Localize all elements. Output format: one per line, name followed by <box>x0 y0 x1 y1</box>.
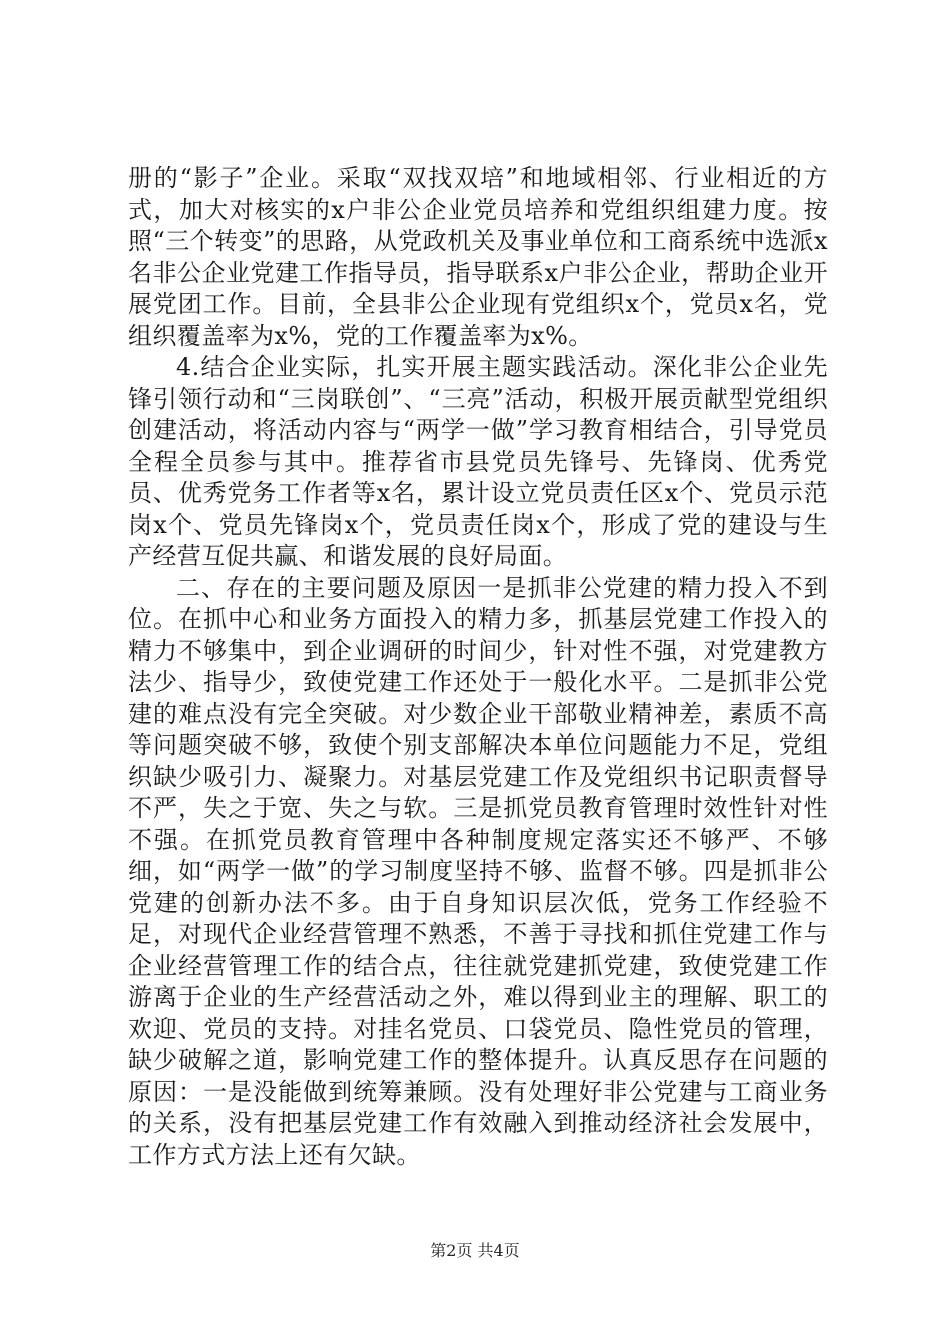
paragraph-item-4: 4.结合企业实际，扎实开展主题实践活动。深化非公企业先锋引领行动和“三岗联创”、“三亮”活动，积极开展贡献型党组织创建活动，将活动内容与“两学一做”学习教育相结合，引导党员全程全员参与其中。推荐省市县党员先锋号、先锋岗、优秀党员、优秀党务工作者等x名，累计设立党员责任区x个、党员示范岗x个、党员先锋岗x个，党员责任岗x个，形成了党的建设与生产经营互促共赢、和谐发展的良好局面。 <box>128 353 828 570</box>
page-number-label: 第2页 共4页 <box>430 1241 520 1260</box>
document-body <box>128 163 828 1171</box>
paragraph-section-2: 二、存在的主要问题及原因一是抓非公党建的精力投入不到位。在抓中心和业务方面投入的精力多，抓基层党建工作投入的精力不够集中，到企业调研的时间少，针对性不强，对党建教方法少、指导少，致使党建工作还处于一般化水平。二是抓非公党建的难点没有完全突破。对少数企业干部敬业精神差，素质不高等问题突破不够，致使个别支部解决本单位问题能力不足，党组织缺少吸引力、凝聚力。对基层党建工作及党组织书记职责督导不严，失之于宽、失之与软。三是抓党员教育管理时效性针对性不强。在抓党员教育管理中各种制度规定落实还不够严、不够细，如“两学一做”的学习制度坚持不够、监督不够。四是抓非公党建的创新办法不多。由于自身知识层次低，党务工作经验不足，对现代企业经营管理不熟悉，不善于寻找和抓住党建工作与企业经营管理工作的结合点，往往就党建抓党建，致使党建工作游离于企业的生产经营活动之外，难以得到业主的理解、职工的欢迎、党员的支持。对挂名党员、口袋党员、隐性党员的管理，缺少破解之道，影响党建工作的整体提升。认真反思存在问题的原因：一是没能做到统筹兼顾。没有处理好非公党建与工商业务的关系，没有把基层党建工作有效融入到推动经济社会发展中，工作方式方法上还有欠缺。 <box>128 573 828 1169</box>
page-footer <box>0 1240 950 1262</box>
paragraph-continuation: 册的“影子”企业。采取“双找双培”和地域相邻、行业相近的方式，加大对核实的x户非公企业党员培养和党组织组建力度。按照“三个转变”的思路，从党政机关及事业单位和工商系统中选派x名非公企业党建工作指导员，指导联系x户非公企业，帮助企业开展党团工作。目前，全县非公企业现有党组织x个，党员x名，党组织覆盖率为x%，党的工作覆盖率为x%。 <box>128 164 828 350</box>
